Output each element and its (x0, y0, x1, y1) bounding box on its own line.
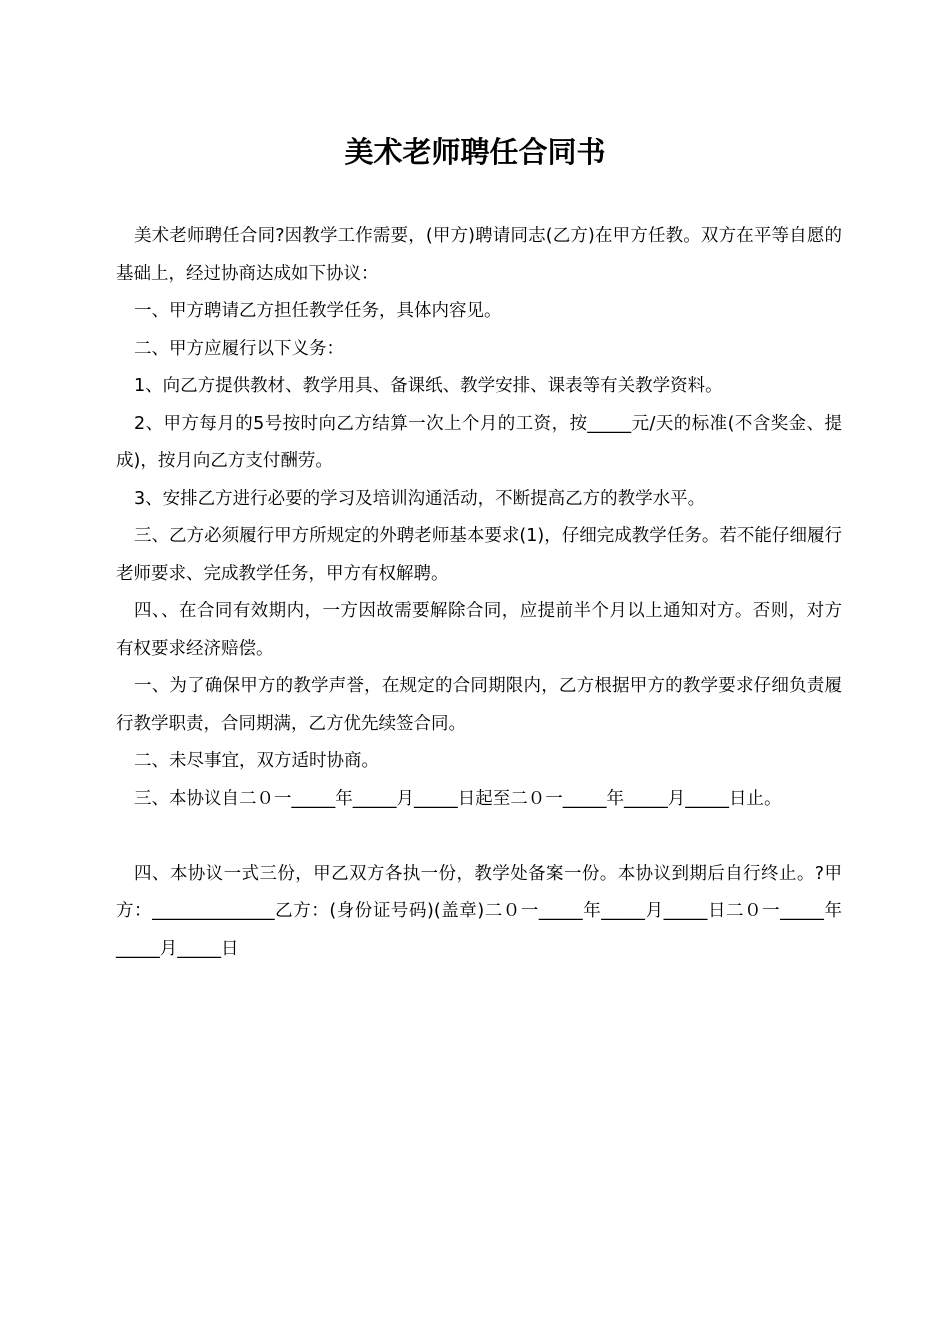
paragraph-renewal: 一、为了确保甲方的教学声誉，在规定的合同期限内，乙方根据甲方的教学要求仔细负责履行教学职责，合同期满，乙方优先续签合同。 (116, 676, 842, 734)
paragraph-copies-signatures: 四、本协议一式三份，甲乙双方各执一份，教学处备案一份。本协议到期后自行终止。?甲方：______________乙方：(身份证号码)(盖章)二０一_____年_____月_____日二０一_____年_____月_____日 (116, 863, 842, 959)
paragraph-term: 三、本协议自二０一_____年_____月_____日起至二０一_____年_____月_____日止。 (134, 788, 782, 809)
paragraph-clause-3: 三、乙方必须履行甲方所规定的外聘老师基本要求(1)，仔细完成教学任务。若不能仔细履行老师要求、完成教学任务，甲方有权解聘。 (116, 526, 842, 584)
paragraph-duty-1: 1、向乙方提供教材、教学用具、备课纸、教学安排、课表等有关教学资料。 (134, 376, 723, 396)
paragraph-negotiation: 二、未尽事宜，双方适时协商。 (134, 751, 379, 771)
paragraph-clause-2: 二、甲方应履行以下义务： (134, 338, 344, 359)
paragraph-intro: 美术老师聘任合同?因教学工作需要，(甲方)聘请同志(乙方)在甲方任教。双方在平等自愿的基础上，经过协商达成如下协议： (116, 226, 842, 284)
paragraph-duty-3: 3、安排乙方进行必要的学习及培训沟通活动，不断提高乙方的教学水平。 (134, 488, 706, 509)
paragraph-clause-4: 四、、在合同有效期内，一方因故需要解除合同，应提前半个月以上通知对方。否则，对方有权要求经济赔偿。 (116, 601, 842, 659)
document-body (116, 218, 842, 968)
paragraph-clause-1: 一、甲方聘请乙方担任教学任务，具体内容见。 (134, 301, 502, 321)
document-title: 美术老师聘任合同书 (344, 135, 606, 169)
paragraph-duty-2: 2、甲方每月的5号按时向乙方结算一次上个月的工资，按_____元/天的标准(不含奖金、提成)，按月向乙方支付酬劳。 (116, 413, 842, 471)
